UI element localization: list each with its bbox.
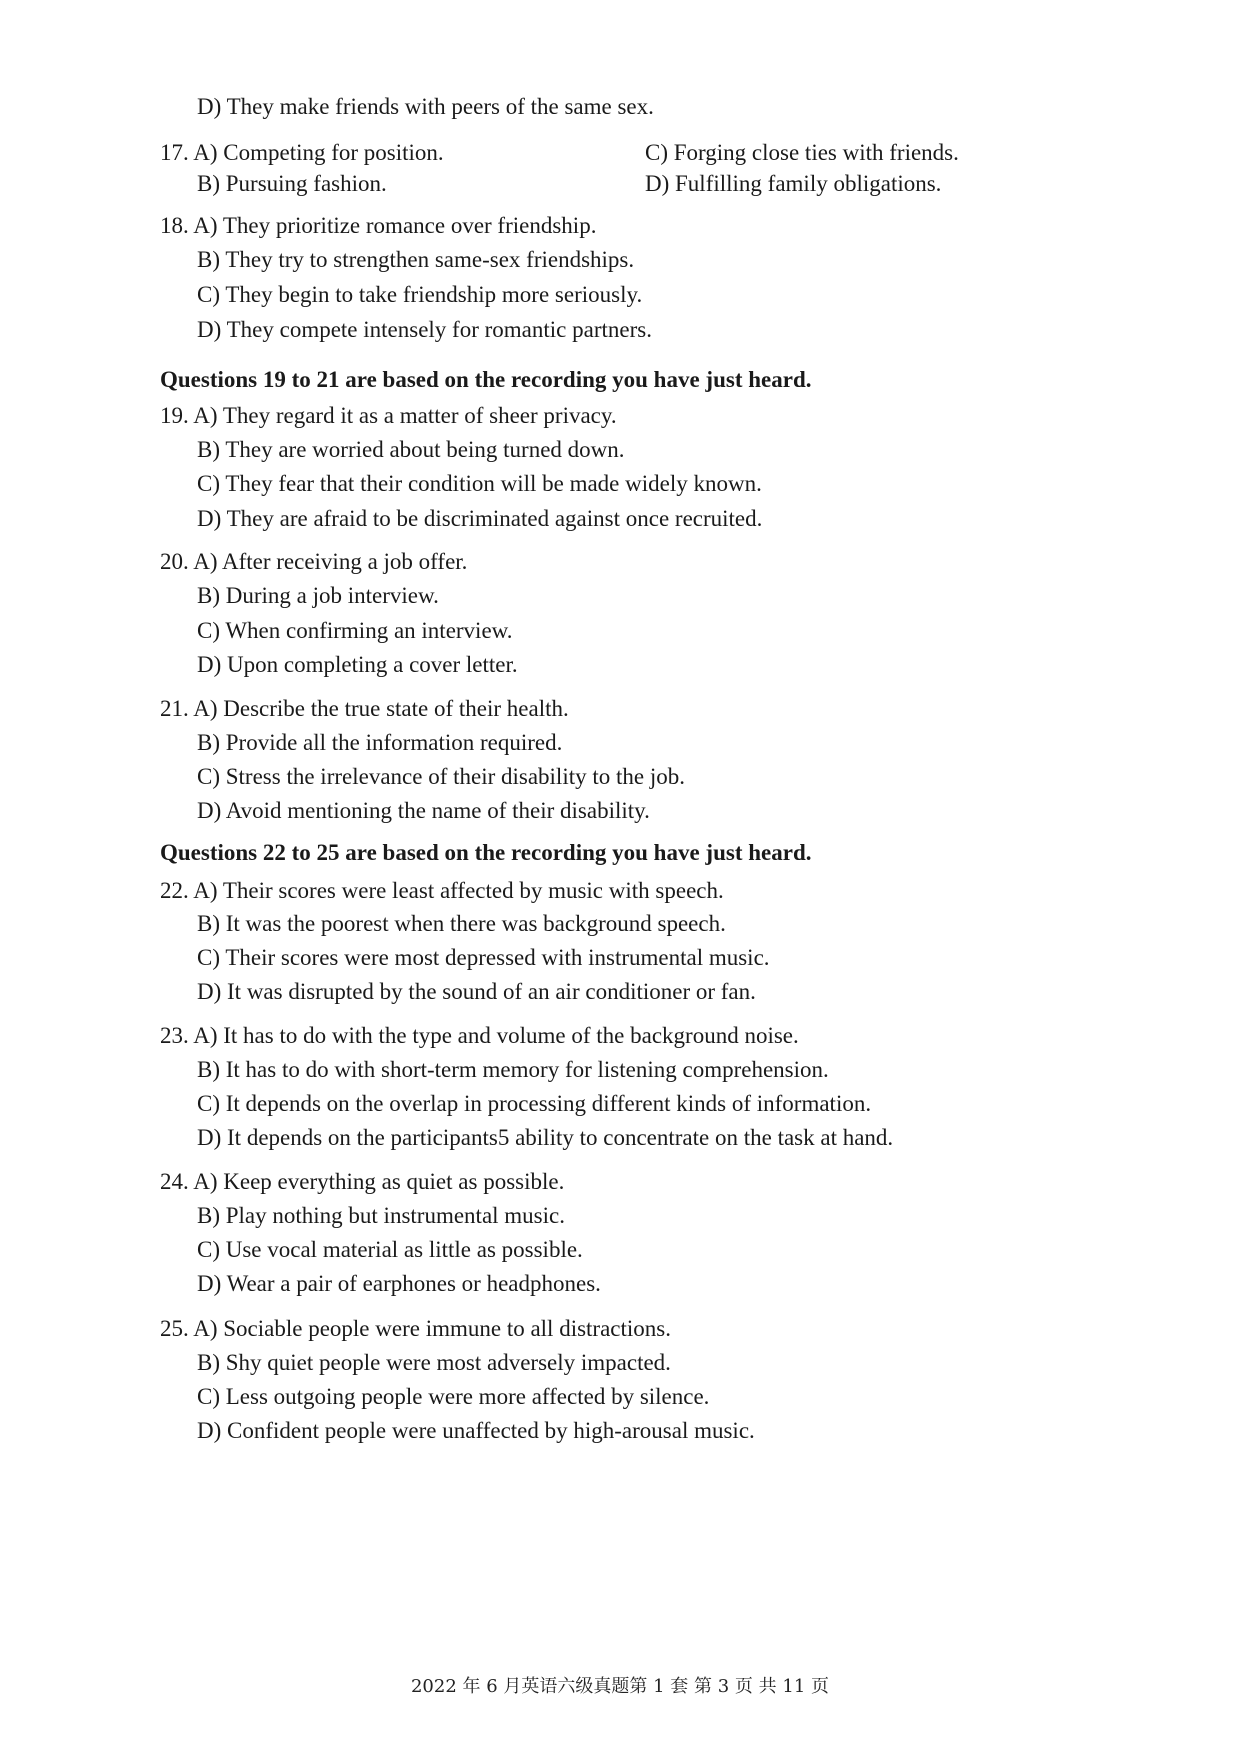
option-line: B) Play nothing but instrumental music. xyxy=(197,1203,565,1228)
option-line: D) They are afraid to be discriminated against once recruited. xyxy=(197,506,763,531)
option-line: B) Shy quiet people were most adversely impacted. xyxy=(197,1350,671,1375)
option-line: B) Pursuing fashion. xyxy=(197,171,387,196)
option-line: C) Use vocal material as little as possible. xyxy=(197,1237,583,1262)
option-line: D) It depends on the participants5 ability to concentrate on the task at hand. xyxy=(197,1125,894,1150)
option-line: C) When confirming an interview. xyxy=(197,618,513,643)
section-heading: Questions 22 to 25 are based on the recording you have just heard. xyxy=(160,840,812,865)
option-line: B) They are worried about being turned down. xyxy=(197,437,625,462)
option-line: B) It has to do with short-term memory for listening comprehension. xyxy=(197,1057,829,1082)
option-line: B) Provide all the information required. xyxy=(197,730,563,755)
option-line: D) Confident people were unaffected by high-arousal music. xyxy=(197,1418,755,1443)
option-line: D) Avoid mentioning the name of their disability. xyxy=(197,798,650,823)
option-line: D) Fulfilling family obligations. xyxy=(645,171,942,196)
option-line: C) Less outgoing people were more affected by silence. xyxy=(197,1384,710,1409)
section-heading: Questions 19 to 21 are based on the recording you have just heard. xyxy=(160,367,812,392)
page-footer: 2022 年 6 月英语六级真题第 1 套 第 3 页 共 11 页 xyxy=(410,1676,829,1697)
question-line: 19. A) They regard it as a matter of sheer privacy. xyxy=(160,403,617,428)
option-line: D) Wear a pair of earphones or headphones. xyxy=(197,1271,601,1296)
question-line: 24. A) Keep everything as quiet as possible. xyxy=(160,1169,565,1194)
option-line: D) They compete intensely for romantic partners. xyxy=(197,317,652,342)
option-line: D) It was disrupted by the sound of an air conditioner or fan. xyxy=(197,979,756,1004)
option-line: B) They try to strengthen same-sex friendships. xyxy=(197,247,635,272)
option-line: C) It depends on the overlap in processing different kinds of information. xyxy=(197,1091,872,1116)
option-line: D) They make friends with peers of the same sex. xyxy=(197,94,654,119)
question-line: 25. A) Sociable people were immune to all distractions. xyxy=(160,1316,671,1341)
question-line: 18. A) They prioritize romance over friendship. xyxy=(160,213,597,238)
option-line: C) They fear that their condition will be made widely known. xyxy=(197,471,762,496)
question-line: 17. A) Competing for position. xyxy=(160,140,444,165)
question-line: 20. A) After receiving a job offer. xyxy=(160,549,468,574)
option-line: C) Their scores were most depressed with instrumental music. xyxy=(197,945,770,970)
option-line: C) Stress the irrelevance of their disability to the job. xyxy=(197,764,685,789)
option-line: B) During a job interview. xyxy=(197,583,439,608)
option-line: C) They begin to take friendship more seriously. xyxy=(197,282,643,307)
option-line: C) Forging close ties with friends. xyxy=(645,140,959,165)
option-line: B) It was the poorest when there was background speech. xyxy=(197,911,726,936)
question-line: 21. A) Describe the true state of their health. xyxy=(160,696,569,721)
question-line: 23. A) It has to do with the type and volume of the background noise. xyxy=(160,1023,799,1048)
option-line: D) Upon completing a cover letter. xyxy=(197,652,518,677)
question-line: 22. A) Their scores were least affected by music with speech. xyxy=(160,878,724,903)
